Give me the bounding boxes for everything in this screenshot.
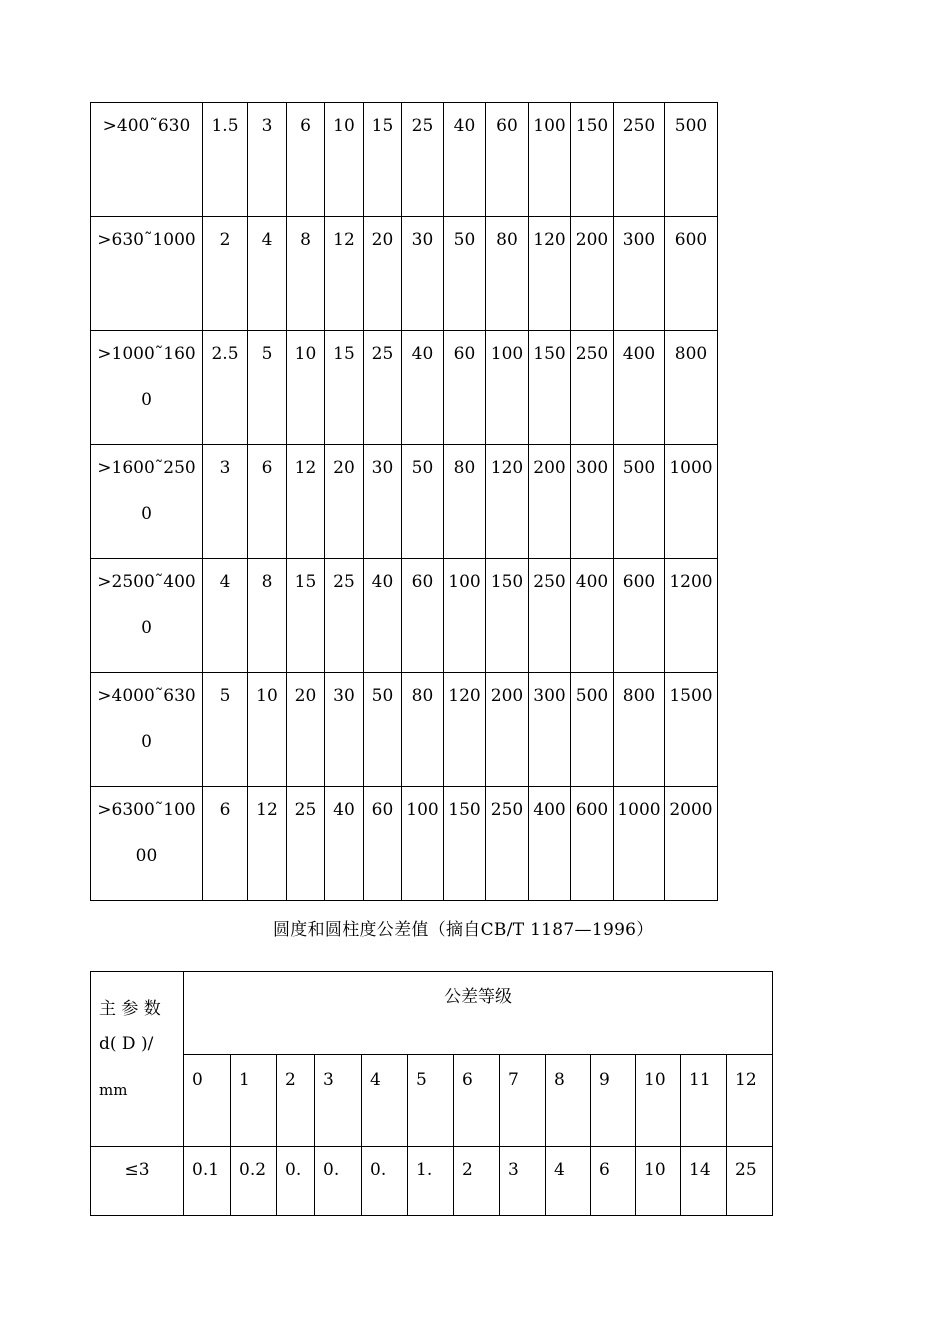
table-row bbox=[91, 103, 718, 217]
tolerance-value-cell: 200 bbox=[571, 217, 614, 331]
tolerance-value-cell: 25 bbox=[402, 103, 444, 217]
tolerance-value-cell: 25 bbox=[364, 331, 402, 445]
tolerance-value-cell: 100 bbox=[529, 103, 571, 217]
grade-cell: 11 bbox=[681, 1055, 727, 1147]
param-label-line3: mm bbox=[99, 1081, 128, 1099]
tolerance-value-cell: 20 bbox=[325, 445, 364, 559]
tolerance-value-cell: 50 bbox=[402, 445, 444, 559]
tolerance-value-cell: 150 bbox=[571, 103, 614, 217]
tolerance-value-cell: 1200 bbox=[665, 559, 718, 673]
tolerance-value-cell: 40 bbox=[364, 559, 402, 673]
tolerance-value-cell: 150 bbox=[486, 559, 529, 673]
tolerance-value-cell: 6 bbox=[248, 445, 287, 559]
tolerance-value-cell: 200 bbox=[529, 445, 571, 559]
grade-cell: 2 bbox=[277, 1055, 315, 1147]
tolerance-value-cell: 30 bbox=[364, 445, 402, 559]
tolerance-value-cell: 300 bbox=[529, 673, 571, 787]
tolerance-value-cell: 1000 bbox=[665, 445, 718, 559]
table-caption: 圆度和圆柱度公差值（摘自CB/T 1187—1996） bbox=[273, 920, 654, 940]
table-row bbox=[91, 445, 718, 559]
tolerance-value-cell: 3 bbox=[248, 103, 287, 217]
tolerance-value-cell: 20 bbox=[364, 217, 402, 331]
tolerance-value-cell: 6 bbox=[203, 787, 248, 901]
tolerance-value-cell: 100 bbox=[444, 559, 486, 673]
tolerance-value-cell: 250 bbox=[571, 331, 614, 445]
tolerance-value-cell: 40 bbox=[444, 103, 486, 217]
tolerance-value-cell: 2 bbox=[203, 217, 248, 331]
tolerance-value-cell: 25 bbox=[287, 787, 325, 901]
tolerance-value-cell: 15 bbox=[325, 331, 364, 445]
tolerance-grade-header: 公差等级 bbox=[184, 972, 773, 1055]
tolerance-value-cell: 150 bbox=[529, 331, 571, 445]
tolerance-value-cell: 250 bbox=[614, 103, 665, 217]
tolerance-value-cell: 14 bbox=[681, 1147, 727, 1216]
tolerance-value-cell: 500 bbox=[614, 445, 665, 559]
table-row bbox=[91, 559, 718, 673]
tolerance-value-cell: 60 bbox=[486, 103, 529, 217]
grade-cell: 6 bbox=[454, 1055, 500, 1147]
tolerance-value-cell: 800 bbox=[614, 673, 665, 787]
tolerance-value-cell: 5 bbox=[248, 331, 287, 445]
tolerance-value-cell: 25 bbox=[325, 559, 364, 673]
param-label-line2: d( D )/ bbox=[99, 1034, 154, 1054]
tolerance-value-cell: 1. bbox=[408, 1147, 454, 1216]
tolerance-value-cell: 0.2 bbox=[231, 1147, 277, 1216]
tolerance-value-cell: 400 bbox=[571, 559, 614, 673]
tolerance-value-cell: 12 bbox=[248, 787, 287, 901]
grade-cell: 3 bbox=[315, 1055, 362, 1147]
tolerance-value-cell: 400 bbox=[614, 331, 665, 445]
tolerance-value-cell: 15 bbox=[364, 103, 402, 217]
tolerance-value-cell: 80 bbox=[486, 217, 529, 331]
tolerance-value-cell: 3 bbox=[203, 445, 248, 559]
tolerance-value-cell: 10 bbox=[325, 103, 364, 217]
grade-cell: 9 bbox=[591, 1055, 636, 1147]
tolerance-table-continued bbox=[90, 102, 718, 901]
grade-cell: 1 bbox=[231, 1055, 277, 1147]
tolerance-value-cell: 0. bbox=[277, 1147, 315, 1216]
tolerance-value-cell: 25 bbox=[727, 1147, 773, 1216]
tolerance-value-cell: 1500 bbox=[665, 673, 718, 787]
tolerance-value-cell: 2000 bbox=[665, 787, 718, 901]
tolerance-table-body bbox=[91, 103, 718, 901]
tolerance-value-cell: 1000 bbox=[614, 787, 665, 901]
table-row bbox=[91, 217, 718, 331]
tolerance-value-cell: 400 bbox=[529, 787, 571, 901]
tolerance-value-cell: 0.1 bbox=[184, 1147, 231, 1216]
grade-cell: 4 bbox=[362, 1055, 408, 1147]
tolerance-value-cell: 20 bbox=[287, 673, 325, 787]
tolerance-value-cell: 4 bbox=[203, 559, 248, 673]
tolerance-value-cell: 80 bbox=[402, 673, 444, 787]
tolerance-value-cell: 4 bbox=[248, 217, 287, 331]
tolerance-value-cell: 60 bbox=[364, 787, 402, 901]
tolerance-value-cell: 40 bbox=[402, 331, 444, 445]
table-row bbox=[91, 673, 718, 787]
tolerance-value-cell: 200 bbox=[486, 673, 529, 787]
tolerance-value-cell: 3 bbox=[500, 1147, 546, 1216]
tolerance-value-cell: 0. bbox=[315, 1147, 362, 1216]
tolerance-value-cell: 10 bbox=[248, 673, 287, 787]
roundness-tolerance-table bbox=[90, 971, 773, 1216]
table-row bbox=[91, 331, 718, 445]
tolerance-value-cell: 8 bbox=[248, 559, 287, 673]
tolerance-value-cell: 8 bbox=[287, 217, 325, 331]
tolerance-value-cell: 120 bbox=[444, 673, 486, 787]
size-range-cell: >400˜630 bbox=[91, 103, 203, 217]
grade-cell: 0 bbox=[184, 1055, 231, 1147]
size-range-cell: >1600˜2500 bbox=[91, 445, 203, 559]
tolerance-value-cell: 600 bbox=[571, 787, 614, 901]
tolerance-value-cell: 60 bbox=[444, 331, 486, 445]
tolerance-value-cell: 50 bbox=[364, 673, 402, 787]
tolerance-value-cell: 120 bbox=[529, 217, 571, 331]
tolerance-value-cell: 250 bbox=[486, 787, 529, 901]
tolerance-value-cell: 30 bbox=[325, 673, 364, 787]
grade-cell: 7 bbox=[500, 1055, 546, 1147]
tolerance-value-cell: 6 bbox=[287, 103, 325, 217]
tolerance-value-cell: 600 bbox=[614, 559, 665, 673]
tolerance-value-cell: 2.5 bbox=[203, 331, 248, 445]
size-range-cell: >4000˜6300 bbox=[91, 673, 203, 787]
grade-row bbox=[91, 1055, 773, 1147]
tolerance-value-cell: 250 bbox=[529, 559, 571, 673]
tolerance-value-cell: 5 bbox=[203, 673, 248, 787]
grade-cell: 5 bbox=[408, 1055, 454, 1147]
tolerance-value-cell: 100 bbox=[402, 787, 444, 901]
tolerance-value-cell: 300 bbox=[614, 217, 665, 331]
tolerance-value-cell: 80 bbox=[444, 445, 486, 559]
tolerance-value-cell: 500 bbox=[571, 673, 614, 787]
tolerance-value-cell: 300 bbox=[571, 445, 614, 559]
header-row bbox=[91, 972, 773, 1055]
tolerance-value-cell: 10 bbox=[636, 1147, 681, 1216]
grade-cell: 12 bbox=[727, 1055, 773, 1147]
grade-cell: 8 bbox=[546, 1055, 591, 1147]
tolerance-value-cell: 0. bbox=[362, 1147, 408, 1216]
tolerance-value-cell: 60 bbox=[402, 559, 444, 673]
size-range-cell: >2500˜4000 bbox=[91, 559, 203, 673]
tolerance-value-cell: 150 bbox=[444, 787, 486, 901]
tolerance-value-cell: 500 bbox=[665, 103, 718, 217]
tolerance-value-cell: 120 bbox=[486, 445, 529, 559]
main-parameter-header bbox=[91, 972, 184, 1147]
tolerance-value-cell: 15 bbox=[287, 559, 325, 673]
tolerance-value-cell: 12 bbox=[287, 445, 325, 559]
tolerance-value-cell: 10 bbox=[287, 331, 325, 445]
tolerance-value-cell: 12 bbox=[325, 217, 364, 331]
size-range-cell: >1000˜1600 bbox=[91, 331, 203, 445]
tolerance-value-cell: 50 bbox=[444, 217, 486, 331]
table-row bbox=[91, 787, 718, 901]
tolerance-value-cell: 1.5 bbox=[203, 103, 248, 217]
tolerance-value-cell: 40 bbox=[325, 787, 364, 901]
tolerance-value-cell: 6 bbox=[591, 1147, 636, 1216]
size-range-cell: ≤3 bbox=[91, 1147, 184, 1216]
tolerance-value-cell: 100 bbox=[486, 331, 529, 445]
table-row bbox=[91, 1147, 773, 1216]
tolerance-value-cell: 600 bbox=[665, 217, 718, 331]
tolerance-value-cell: 800 bbox=[665, 331, 718, 445]
tolerance-value-cell: 2 bbox=[454, 1147, 500, 1216]
param-label-line1: 主 参 数 bbox=[99, 999, 161, 1019]
size-range-cell: >6300˜10000 bbox=[91, 787, 203, 901]
roundness-table-body bbox=[91, 972, 773, 1216]
tolerance-value-cell: 4 bbox=[546, 1147, 591, 1216]
tolerance-value-cell: 30 bbox=[402, 217, 444, 331]
size-range-cell: >630˜1000 bbox=[91, 217, 203, 331]
grade-cell: 10 bbox=[636, 1055, 681, 1147]
